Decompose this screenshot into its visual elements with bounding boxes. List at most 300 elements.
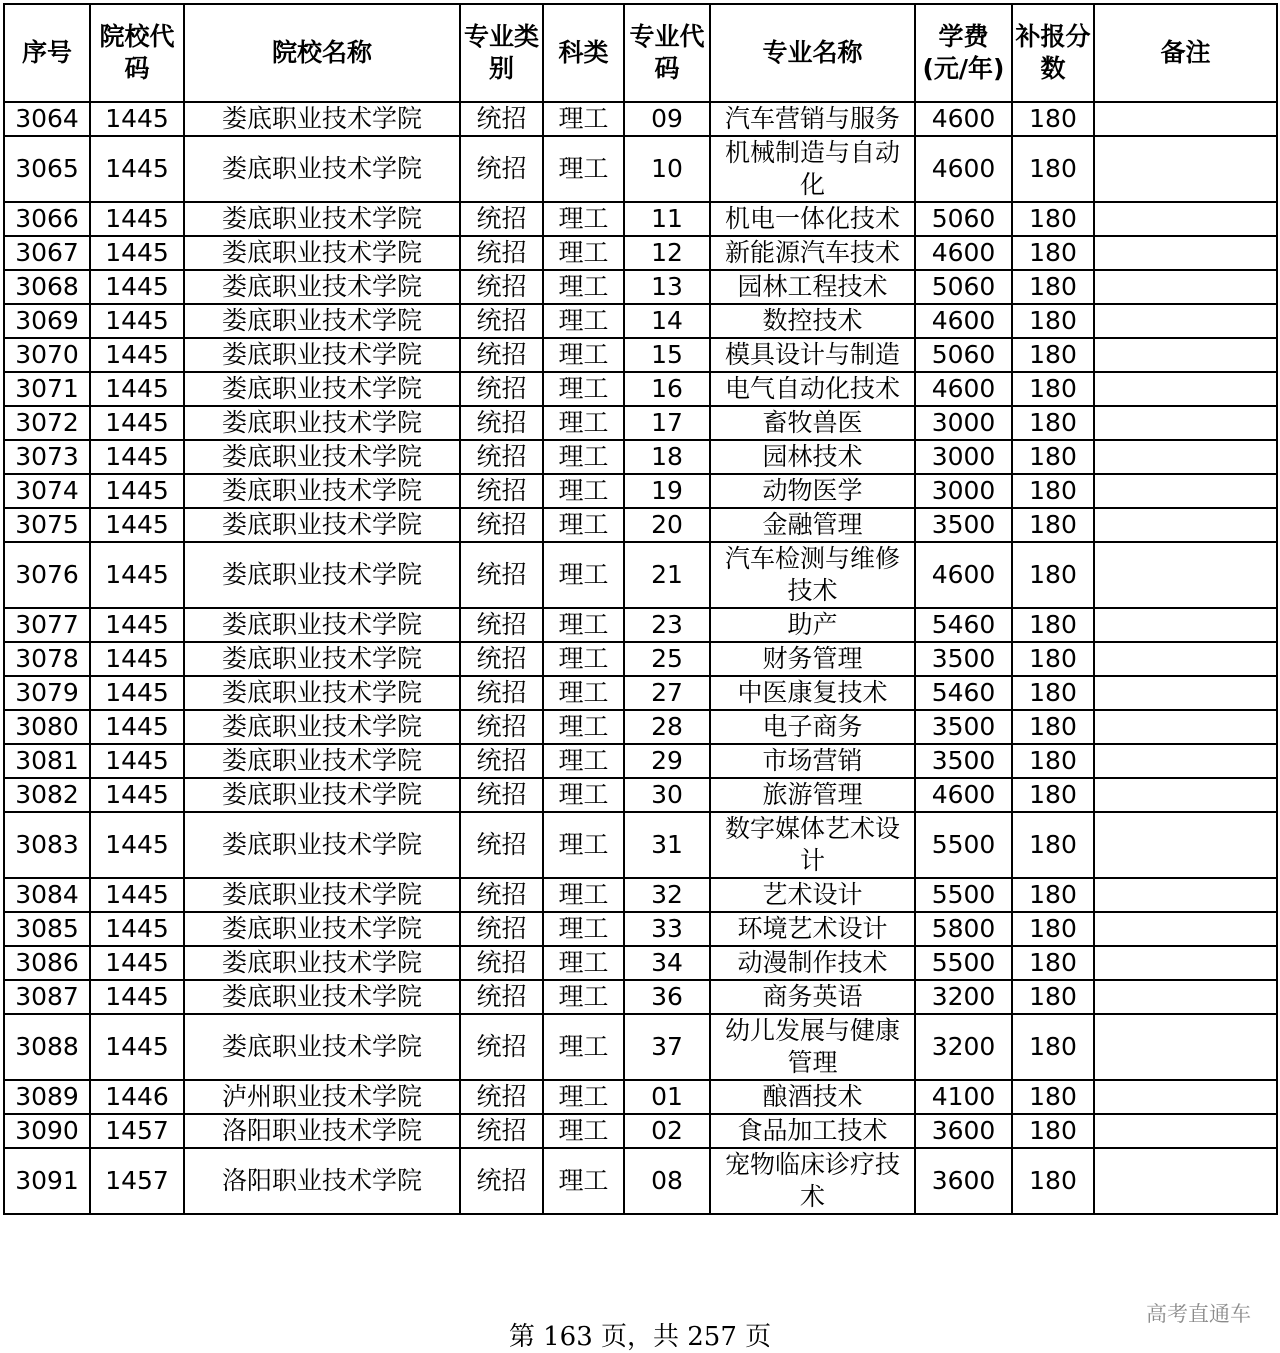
cell-major-code: 02 [624,1114,710,1148]
cell-notes [1094,778,1277,812]
cell-notes [1094,474,1277,508]
cell-score: 180 [1012,878,1094,912]
cell-tuition: 5500 [915,946,1012,980]
table-row [4,372,1277,406]
cell-index: 3087 [4,980,90,1014]
cell-school-name: 娄底职业技术学院 [184,912,460,946]
cell-school-name: 娄底职业技术学院 [184,980,460,1014]
cell-subject: 理工 [543,338,624,372]
cell-index: 3088 [4,1014,90,1080]
cell-major-name: 畜牧兽医 [710,406,915,440]
cell-subject: 理工 [543,474,624,508]
cell-subject: 理工 [543,102,624,136]
cell-school-code: 1457 [90,1114,184,1148]
cell-score: 180 [1012,710,1094,744]
cell-major-code: 25 [624,642,710,676]
cell-tuition: 4600 [915,542,1012,608]
cell-major-name: 园林技术 [710,440,915,474]
table-row [4,676,1277,710]
cell-school-name: 娄底职业技术学院 [184,236,460,270]
cell-school-code: 1445 [90,878,184,912]
cell-major-type: 统招 [460,1114,543,1148]
cell-major-type: 统招 [460,542,543,608]
cell-index: 3070 [4,338,90,372]
cell-major-type: 统招 [460,642,543,676]
cell-score: 180 [1012,912,1094,946]
cell-major-name: 财务管理 [710,642,915,676]
cell-school-code: 1445 [90,338,184,372]
cell-index: 3073 [4,440,90,474]
cell-notes [1094,676,1277,710]
cell-index: 3084 [4,878,90,912]
cell-tuition: 5500 [915,812,1012,878]
cell-major-name: 金融管理 [710,508,915,542]
cell-tuition: 5060 [915,338,1012,372]
cell-major-name: 电子商务 [710,710,915,744]
cell-major-name: 汽车营销与服务 [710,102,915,136]
table-row [4,406,1277,440]
cell-school-name: 娄底职业技术学院 [184,136,460,202]
cell-subject: 理工 [543,372,624,406]
table-row [4,236,1277,270]
cell-index: 3074 [4,474,90,508]
cell-tuition: 3500 [915,642,1012,676]
cell-major-type: 统招 [460,1014,543,1080]
table-row [4,338,1277,372]
cell-major-code: 10 [624,136,710,202]
table-row [4,202,1277,236]
cell-tuition: 5460 [915,676,1012,710]
cell-tuition: 5060 [915,270,1012,304]
table-row [4,608,1277,642]
cell-score: 180 [1012,812,1094,878]
header-major-type: 专业类别 [460,4,543,102]
admission-table [3,3,1278,1215]
cell-score: 180 [1012,304,1094,338]
cell-major-code: 15 [624,338,710,372]
cell-school-code: 1445 [90,980,184,1014]
cell-subject: 理工 [543,406,624,440]
cell-subject: 理工 [543,946,624,980]
cell-school-code: 1445 [90,236,184,270]
cell-score: 180 [1012,474,1094,508]
table-row [4,744,1277,778]
cell-major-code: 30 [624,778,710,812]
cell-major-type: 统招 [460,406,543,440]
cell-index: 3076 [4,542,90,608]
cell-school-name: 娄底职业技术学院 [184,878,460,912]
table-row [4,474,1277,508]
cell-major-type: 统招 [460,710,543,744]
cell-major-name: 汽车检测与维修技术 [710,542,915,608]
cell-subject: 理工 [543,912,624,946]
table-row [4,270,1277,304]
table-row [4,878,1277,912]
cell-school-name: 娄底职业技术学院 [184,744,460,778]
cell-school-code: 1445 [90,812,184,878]
header-tuition: 学费(元/年) [915,4,1012,102]
header-subject: 科类 [543,4,624,102]
cell-notes [1094,304,1277,338]
table-row [4,1148,1277,1214]
cell-major-code: 37 [624,1014,710,1080]
cell-school-name: 泸州职业技术学院 [184,1080,460,1114]
cell-major-type: 统招 [460,608,543,642]
cell-index: 3071 [4,372,90,406]
cell-index: 3068 [4,270,90,304]
cell-major-code: 13 [624,270,710,304]
table-row [4,1114,1277,1148]
cell-major-name: 艺术设计 [710,878,915,912]
cell-subject: 理工 [543,812,624,878]
cell-major-code: 11 [624,202,710,236]
table-body [4,102,1277,1214]
cell-notes [1094,1080,1277,1114]
cell-tuition: 3000 [915,406,1012,440]
cell-subject: 理工 [543,980,624,1014]
cell-major-code: 17 [624,406,710,440]
cell-major-code: 08 [624,1148,710,1214]
cell-notes [1094,1114,1277,1148]
cell-school-code: 1445 [90,508,184,542]
cell-index: 3086 [4,946,90,980]
cell-notes [1094,406,1277,440]
table-row [4,304,1277,338]
cell-school-name: 娄底职业技术学院 [184,338,460,372]
cell-major-type: 统招 [460,236,543,270]
cell-score: 180 [1012,676,1094,710]
cell-tuition: 4600 [915,136,1012,202]
cell-major-type: 统招 [460,304,543,338]
cell-major-code: 27 [624,676,710,710]
cell-school-code: 1445 [90,1014,184,1080]
cell-major-code: 21 [624,542,710,608]
cell-score: 180 [1012,406,1094,440]
header-score: 补报分数 [1012,4,1094,102]
cell-tuition: 4600 [915,778,1012,812]
cell-score: 180 [1012,136,1094,202]
cell-subject: 理工 [543,270,624,304]
cell-subject: 理工 [543,542,624,608]
cell-major-code: 32 [624,878,710,912]
cell-score: 180 [1012,946,1094,980]
cell-major-name: 食品加工技术 [710,1114,915,1148]
cell-notes [1094,508,1277,542]
cell-major-name: 园林工程技术 [710,270,915,304]
cell-tuition: 3600 [915,1148,1012,1214]
cell-school-code: 1445 [90,744,184,778]
cell-school-name: 娄底职业技术学院 [184,102,460,136]
cell-major-name: 酿酒技术 [710,1080,915,1114]
cell-score: 180 [1012,270,1094,304]
cell-school-code: 1445 [90,778,184,812]
cell-index: 3069 [4,304,90,338]
cell-major-code: 01 [624,1080,710,1114]
cell-score: 180 [1012,508,1094,542]
cell-major-code: 14 [624,304,710,338]
table-row [4,812,1277,878]
cell-score: 180 [1012,338,1094,372]
cell-tuition: 3500 [915,744,1012,778]
cell-school-code: 1445 [90,542,184,608]
cell-school-code: 1445 [90,608,184,642]
cell-school-code: 1445 [90,710,184,744]
cell-major-name: 商务英语 [710,980,915,1014]
cell-notes [1094,1014,1277,1080]
cell-major-name: 新能源汽车技术 [710,236,915,270]
cell-tuition: 5060 [915,202,1012,236]
cell-major-code: 18 [624,440,710,474]
table-row [4,912,1277,946]
cell-school-name: 娄底职业技术学院 [184,304,460,338]
cell-score: 180 [1012,1080,1094,1114]
cell-major-type: 统招 [460,440,543,474]
cell-major-name: 动漫制作技术 [710,946,915,980]
cell-major-name: 数字媒体艺术设计 [710,812,915,878]
cell-school-name: 娄底职业技术学院 [184,676,460,710]
cell-index: 3077 [4,608,90,642]
cell-score: 180 [1012,236,1094,270]
cell-major-name: 模具设计与制造 [710,338,915,372]
table-row [4,508,1277,542]
cell-school-code: 1445 [90,676,184,710]
cell-major-type: 统招 [460,812,543,878]
cell-major-code: 36 [624,980,710,1014]
table-row [4,946,1277,980]
cell-major-type: 统招 [460,102,543,136]
cell-school-code: 1445 [90,946,184,980]
cell-tuition: 3600 [915,1114,1012,1148]
cell-school-name: 洛阳职业技术学院 [184,1114,460,1148]
cell-subject: 理工 [543,1114,624,1148]
cell-school-code: 1446 [90,1080,184,1114]
table-row [4,778,1277,812]
cell-tuition: 3200 [915,1014,1012,1080]
cell-major-type: 统招 [460,474,543,508]
cell-major-code: 31 [624,812,710,878]
cell-notes [1094,102,1277,136]
cell-subject: 理工 [543,1080,624,1114]
cell-score: 180 [1012,642,1094,676]
cell-tuition: 3500 [915,710,1012,744]
header-school-code: 院校代码 [90,4,184,102]
cell-tuition: 5800 [915,912,1012,946]
cell-index: 3082 [4,778,90,812]
cell-score: 180 [1012,980,1094,1014]
cell-school-name: 娄底职业技术学院 [184,372,460,406]
cell-major-name: 中医康复技术 [710,676,915,710]
cell-subject: 理工 [543,642,624,676]
cell-notes [1094,136,1277,202]
table-row [4,710,1277,744]
cell-major-name: 机电一体化技术 [710,202,915,236]
cell-score: 180 [1012,1114,1094,1148]
cell-major-type: 统招 [460,912,543,946]
cell-major-code: 23 [624,608,710,642]
cell-subject: 理工 [543,778,624,812]
cell-score: 180 [1012,1148,1094,1214]
cell-tuition: 3500 [915,508,1012,542]
table-row [4,642,1277,676]
cell-tuition: 4600 [915,372,1012,406]
cell-school-name: 娄底职业技术学院 [184,812,460,878]
cell-notes [1094,744,1277,778]
cell-score: 180 [1012,778,1094,812]
cell-school-name: 娄底职业技术学院 [184,1014,460,1080]
cell-school-name: 娄底职业技术学院 [184,474,460,508]
cell-tuition: 4600 [915,236,1012,270]
cell-tuition: 5460 [915,608,1012,642]
cell-major-type: 统招 [460,372,543,406]
cell-score: 180 [1012,202,1094,236]
cell-score: 180 [1012,102,1094,136]
cell-major-name: 数控技术 [710,304,915,338]
cell-major-code: 09 [624,102,710,136]
cell-school-name: 娄底职业技术学院 [184,406,460,440]
cell-score: 180 [1012,542,1094,608]
cell-major-type: 统招 [460,136,543,202]
cell-subject: 理工 [543,878,624,912]
cell-major-name: 机械制造与自动化 [710,136,915,202]
cell-index: 3078 [4,642,90,676]
cell-major-type: 统招 [460,202,543,236]
cell-subject: 理工 [543,608,624,642]
cell-major-type: 统招 [460,744,543,778]
cell-major-name: 电气自动化技术 [710,372,915,406]
cell-major-type: 统招 [460,508,543,542]
cell-school-code: 1445 [90,102,184,136]
cell-major-type: 统招 [460,270,543,304]
cell-notes [1094,270,1277,304]
cell-school-code: 1445 [90,372,184,406]
cell-subject: 理工 [543,1148,624,1214]
table-row [4,1014,1277,1080]
cell-notes [1094,542,1277,608]
table-header-row [4,4,1277,102]
cell-major-name: 助产 [710,608,915,642]
cell-subject: 理工 [543,1014,624,1080]
cell-notes [1094,878,1277,912]
table-row [4,136,1277,202]
cell-major-name: 环境艺术设计 [710,912,915,946]
cell-school-name: 娄底职业技术学院 [184,778,460,812]
watermark: 高考直通车 [1146,1302,1251,1326]
cell-tuition: 3000 [915,440,1012,474]
cell-major-type: 统招 [460,676,543,710]
cell-subject: 理工 [543,236,624,270]
cell-index: 3090 [4,1114,90,1148]
cell-index: 3072 [4,406,90,440]
cell-major-type: 统招 [460,1080,543,1114]
cell-tuition: 5500 [915,878,1012,912]
cell-school-code: 1445 [90,474,184,508]
cell-school-name: 娄底职业技术学院 [184,508,460,542]
cell-notes [1094,202,1277,236]
cell-index: 3075 [4,508,90,542]
cell-tuition: 3200 [915,980,1012,1014]
cell-tuition: 4600 [915,102,1012,136]
cell-tuition: 3000 [915,474,1012,508]
cell-major-code: 34 [624,946,710,980]
cell-tuition: 4600 [915,304,1012,338]
cell-major-type: 统招 [460,1148,543,1214]
cell-major-code: 16 [624,372,710,406]
cell-school-name: 娄底职业技术学院 [184,440,460,474]
cell-notes [1094,372,1277,406]
cell-school-code: 1445 [90,406,184,440]
cell-major-name: 旅游管理 [710,778,915,812]
cell-school-name: 洛阳职业技术学院 [184,1148,460,1214]
cell-subject: 理工 [543,676,624,710]
table-row [4,440,1277,474]
header-major-code: 专业代码 [624,4,710,102]
page-footer: 第 163 页，共 257 页 [508,1322,772,1352]
cell-notes [1094,440,1277,474]
cell-major-code: 28 [624,710,710,744]
cell-major-code: 19 [624,474,710,508]
cell-index: 3083 [4,812,90,878]
cell-major-code: 12 [624,236,710,270]
cell-major-type: 统招 [460,946,543,980]
cell-school-name: 娄底职业技术学院 [184,642,460,676]
cell-school-code: 1445 [90,304,184,338]
cell-score: 180 [1012,440,1094,474]
cell-school-name: 娄底职业技术学院 [184,270,460,304]
cell-score: 180 [1012,1014,1094,1080]
cell-notes [1094,1148,1277,1214]
cell-score: 180 [1012,608,1094,642]
cell-school-code: 1457 [90,1148,184,1214]
cell-index: 3079 [4,676,90,710]
cell-major-code: 20 [624,508,710,542]
cell-index: 3089 [4,1080,90,1114]
cell-notes [1094,236,1277,270]
cell-index: 3064 [4,102,90,136]
table-row [4,542,1277,608]
cell-index: 3091 [4,1148,90,1214]
cell-school-name: 娄底职业技术学院 [184,202,460,236]
cell-major-type: 统招 [460,338,543,372]
cell-notes [1094,338,1277,372]
header-index: 序号 [4,4,90,102]
cell-subject: 理工 [543,136,624,202]
cell-notes [1094,980,1277,1014]
cell-notes [1094,710,1277,744]
cell-major-code: 29 [624,744,710,778]
cell-major-code: 33 [624,912,710,946]
cell-index: 3085 [4,912,90,946]
table-row [4,980,1277,1014]
cell-school-code: 1445 [90,136,184,202]
cell-index: 3066 [4,202,90,236]
cell-subject: 理工 [543,710,624,744]
cell-subject: 理工 [543,304,624,338]
cell-notes [1094,812,1277,878]
cell-index: 3065 [4,136,90,202]
cell-major-type: 统招 [460,878,543,912]
cell-school-name: 娄底职业技术学院 [184,946,460,980]
cell-index: 3067 [4,236,90,270]
cell-school-code: 1445 [90,440,184,474]
cell-school-code: 1445 [90,202,184,236]
cell-subject: 理工 [543,508,624,542]
cell-school-name: 娄底职业技术学院 [184,710,460,744]
cell-index: 3081 [4,744,90,778]
cell-school-name: 娄底职业技术学院 [184,542,460,608]
cell-score: 180 [1012,744,1094,778]
header-school-name: 院校名称 [184,4,460,102]
header-notes: 备注 [1094,4,1277,102]
